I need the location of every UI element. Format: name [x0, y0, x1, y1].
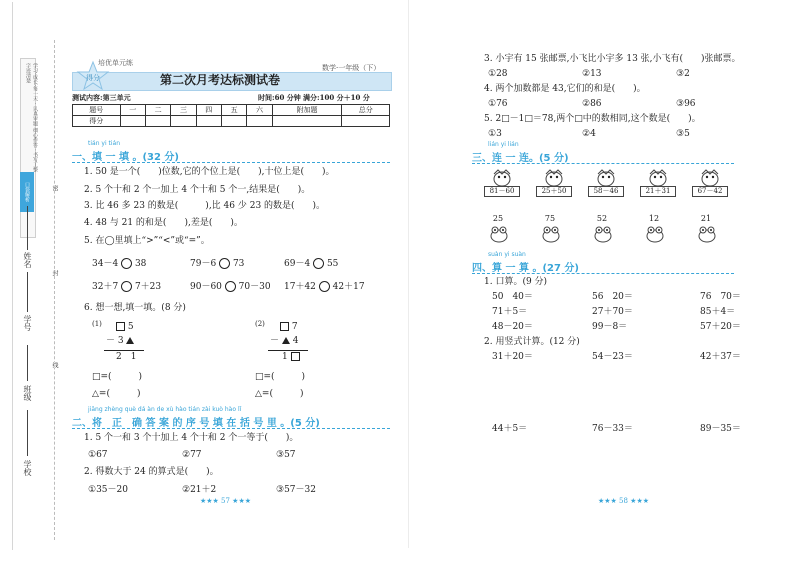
compare-circle[interactable] [313, 258, 324, 269]
compare-right: 7＋23 [134, 282, 162, 292]
score-table-row [73, 116, 390, 127]
compare-circle[interactable] [121, 281, 132, 292]
puzzle-1-square-answer[interactable]: □=( ) [92, 372, 143, 382]
option[interactable]: ②86 [582, 99, 602, 109]
vertical-item[interactable]: 76－33＝ [592, 424, 633, 434]
option[interactable]: ③57 [276, 450, 296, 460]
student-id-line[interactable] [27, 272, 28, 312]
option[interactable]: ②13 [582, 69, 602, 79]
puzzle-2-mid: － 4 [270, 336, 299, 346]
score-header-cell: 三 [171, 105, 196, 116]
bird-icon [484, 168, 520, 188]
oral-item[interactable]: 99－8＝ [592, 322, 628, 332]
puzzle-2-rule [268, 350, 308, 351]
vertical-item[interactable]: 89－35＝ [700, 424, 741, 434]
option[interactable]: ③96 [676, 99, 696, 109]
compare-item [92, 281, 161, 293]
square-icon[interactable] [280, 322, 289, 331]
compare-right: 73 [232, 259, 245, 269]
compare-item [190, 281, 271, 293]
score-header-cell: 四 [196, 105, 221, 116]
class-label: 班级 [23, 385, 32, 401]
name-line[interactable] [27, 206, 28, 250]
score-cell[interactable] [247, 116, 272, 127]
full-score-label: 满分:100 分＋10 分 [303, 93, 370, 102]
compare-item [284, 281, 365, 293]
score-cell[interactable] [171, 116, 196, 127]
page-fold [408, 0, 409, 548]
student-id-label: 学号 [23, 315, 32, 331]
frog-number: 12 [648, 214, 660, 223]
vertical-item[interactable]: 44＋5＝ [492, 424, 528, 434]
question-1-4: 4. 48 与 21 的和是( ),差是( )。 [84, 218, 243, 228]
compare-left: 32＋7 [92, 282, 119, 292]
option[interactable]: ①35－20 [88, 485, 128, 495]
square-icon[interactable] [116, 322, 125, 331]
score-stamp: 得分 [86, 74, 100, 82]
section3-title: 三、连 一 连。(5 分) [472, 153, 569, 164]
question-4-2: 2. 用竖式计算。(12 分) [484, 337, 580, 347]
section1-rule [72, 162, 390, 163]
compare-circle[interactable] [225, 281, 236, 292]
seal-char: 线 [51, 362, 58, 368]
bird-icon [692, 168, 728, 188]
puzzle-1-number: (1) [92, 320, 102, 328]
oral-item[interactable]: 27＋70＝ [592, 307, 633, 317]
compare-right: 55 [326, 259, 339, 269]
score-header-cell: 五 [221, 105, 246, 116]
compare-right: 70－30 [238, 282, 271, 292]
option[interactable]: ③2 [676, 69, 690, 79]
puzzle-2-bottom: 1 [282, 352, 300, 363]
frog-number: 75 [544, 214, 556, 223]
option[interactable]: ①76 [488, 99, 508, 109]
school-line[interactable] [27, 410, 28, 456]
puzzle-1-rule [104, 350, 144, 351]
bird-card[interactable] [640, 168, 676, 200]
score-header-cell: 六 [247, 105, 272, 116]
bird-expression: 58－46 [588, 186, 624, 197]
frog-icon [592, 225, 614, 243]
compare-circle[interactable] [121, 258, 132, 269]
frog-card[interactable] [486, 214, 510, 244]
section4-rule [472, 273, 734, 274]
option[interactable]: ①67 [88, 450, 108, 460]
score-cell[interactable] [145, 116, 170, 127]
bird-icon [640, 168, 676, 188]
seal-char: 密 [51, 185, 58, 191]
question-1-2: 2. 5 个十和 2 个一加上 4 个十和 5 个一,结果是( )。 [84, 185, 311, 195]
frog-card[interactable] [538, 214, 562, 244]
option[interactable]: ③57－32 [276, 485, 316, 495]
oral-item[interactable]: 48－20＝ [492, 322, 533, 332]
score-cell[interactable] [196, 116, 221, 127]
oral-item[interactable]: 71＋5＝ [492, 307, 528, 317]
oral-item[interactable]: 57＋20＝ [700, 322, 741, 332]
puzzle-2-triangle-answer[interactable]: △=( ) [255, 389, 304, 399]
oral-item[interactable]: 85＋4＝ [700, 307, 736, 317]
score-header-cell: 总分 [342, 105, 390, 116]
section4-title: 四、算 一 算 。(27 分) [472, 263, 579, 274]
compare-left: 69－4 [284, 259, 311, 269]
section3-rule [472, 163, 734, 164]
puzzle-2-number: (2) [255, 320, 265, 328]
frog-number: 25 [492, 214, 504, 223]
section4-pinyin: suàn yi suàn [488, 251, 526, 258]
score-header-cell: 附加题 [272, 105, 342, 116]
vertical-item[interactable]: 42＋37＝ [700, 352, 741, 362]
page-title: 第二次月考达标测试卷 [160, 73, 281, 87]
question-2-5: 5. 2□－1□＝78,两个□中的数相同,这个数是( )。 [484, 114, 701, 124]
frog-card[interactable] [694, 214, 718, 244]
compare-left: 17＋42 [284, 282, 316, 292]
frog-icon [540, 225, 562, 243]
bird-expression: 67－42 [692, 186, 728, 197]
option[interactable]: ③5 [676, 129, 690, 139]
compare-right: 42＋17 [332, 282, 365, 292]
frog-number: 21 [700, 214, 712, 223]
question-2-1: 1. 5 个一和 3 个十加上 4 个十和 2 个一等于( )。 [84, 433, 299, 443]
frog-icon [696, 225, 718, 243]
compare-left: 79－6 [190, 259, 217, 269]
frog-icon [488, 225, 510, 243]
score-header-cell: 二 [145, 105, 170, 116]
option[interactable]: ②21＋2 [182, 485, 217, 495]
section2-pinyin: jiāng zhèng què dá àn de xù hào tián zài kuò hào lǐ [88, 406, 242, 413]
section2-rule [72, 428, 390, 429]
subject-label: 数学·一年级（下） [322, 64, 381, 72]
puzzle-1-bottom: 2 1 [116, 352, 137, 362]
score-row-label: 得分 [73, 116, 121, 127]
header-tag: 培优单元练 [98, 59, 133, 67]
section2-title: 二、将 正 确 答 案 的 序 号 填 在 括 号 里 。(5 分) [72, 418, 320, 429]
question-1-5: 5. 在◯里填上“>”“<”或“=”。 [84, 236, 210, 246]
vertical-item[interactable]: 31＋20＝ [492, 352, 533, 362]
bird-card[interactable] [484, 168, 520, 200]
question-1-1: 1. 50 是一个( )位数,它的个位上是( ),十位上是( )。 [84, 167, 335, 177]
score-header-cell: 一 [120, 105, 145, 116]
puzzle-1-top: 5 [116, 322, 134, 333]
section1-title: 一、填 一 填 。(32 分) [72, 152, 179, 163]
option[interactable]: ①3 [488, 129, 502, 139]
compare-left: 34－4 [92, 259, 119, 269]
oral-item[interactable]: 50 40＝ [492, 292, 533, 302]
bird-card[interactable] [692, 168, 728, 200]
score-cell[interactable] [272, 116, 342, 127]
option[interactable]: ②4 [582, 129, 596, 139]
question-4-1: 1. 口算。(9 分) [484, 277, 548, 287]
triangle-icon[interactable] [126, 337, 134, 344]
vertical-item[interactable]: 54－23＝ [592, 352, 633, 362]
page-number-right: ★★★ 58 ★★★ [598, 497, 650, 505]
time-label: 时间:60 分钟 [258, 93, 301, 102]
score-cell[interactable] [221, 116, 246, 127]
score-header-cell: 题号 [73, 105, 121, 116]
bird-icon [588, 168, 624, 188]
seal-char: 封 [51, 270, 58, 276]
oral-item[interactable]: 56 20＝ [592, 292, 633, 302]
compare-right: 38 [134, 259, 147, 269]
page-number-left: ★★★ 57 ★★★ [200, 497, 252, 505]
question-2-3: 3. 小宇有 15 张邮票,小飞比小宇多 13 张,小飞有( )张邮票。 [484, 54, 741, 64]
class-line[interactable] [27, 345, 28, 381]
question-2-2: 2. 得数大于 24 的算式是( )。 [84, 467, 219, 477]
question-1-3: 3. 比 46 多 23 的数是( ),比 46 少 23 的数是( )。 [84, 201, 326, 211]
test-content: 测试内容:第三单元 [72, 93, 131, 102]
compare-left: 90－60 [190, 282, 222, 292]
bird-card[interactable] [536, 168, 572, 200]
section3-pinyin: lián yi lián [488, 141, 519, 148]
score-table [72, 104, 390, 127]
square-icon[interactable] [291, 352, 300, 361]
side-strip-text: 学习·成长·每一天 · 认真审题 细心作答 · 书写工整 字迹清楚 [25, 63, 38, 173]
side-badge: 口袋解析 [20, 172, 34, 212]
name-label: 姓名 [23, 252, 32, 268]
option[interactable]: ①28 [488, 69, 508, 79]
score-cell[interactable] [342, 116, 390, 127]
question-2-4: 4. 两个加数都是 43,它们的和是( )。 [484, 84, 646, 94]
triangle-icon[interactable] [282, 337, 290, 344]
puzzle-2-square-answer[interactable]: □=( ) [255, 372, 306, 382]
compare-item [190, 258, 244, 270]
frog-card[interactable] [642, 214, 666, 244]
frog-number: 52 [596, 214, 608, 223]
school-label: 学校 [23, 460, 32, 476]
compare-item [92, 258, 146, 270]
compare-circle[interactable] [319, 281, 330, 292]
bird-card[interactable] [588, 168, 624, 200]
bird-icon [536, 168, 572, 188]
score-cell[interactable] [120, 116, 145, 127]
frog-card[interactable] [590, 214, 614, 244]
puzzle-1-mid: － 3 [106, 336, 134, 347]
oral-item[interactable]: 76 70＝ [700, 292, 741, 302]
compare-circle[interactable] [219, 258, 230, 269]
frog-icon [644, 225, 666, 243]
compare-item [284, 258, 338, 270]
seal-line [54, 40, 55, 540]
section1-pinyin: tián yi tián [88, 140, 121, 147]
bird-expression: 25＋50 [536, 186, 572, 197]
score-table-header-row [73, 105, 390, 116]
puzzle-1-triangle-answer[interactable]: △=( ) [92, 389, 141, 399]
option[interactable]: ②77 [182, 450, 202, 460]
bird-expression: 81－60 [484, 186, 520, 197]
question-1-6: 6. 想一想,填一填。(8 分) [84, 303, 186, 313]
puzzle-2-top: 7 [280, 322, 298, 333]
bird-expression: 21＋31 [640, 186, 676, 197]
